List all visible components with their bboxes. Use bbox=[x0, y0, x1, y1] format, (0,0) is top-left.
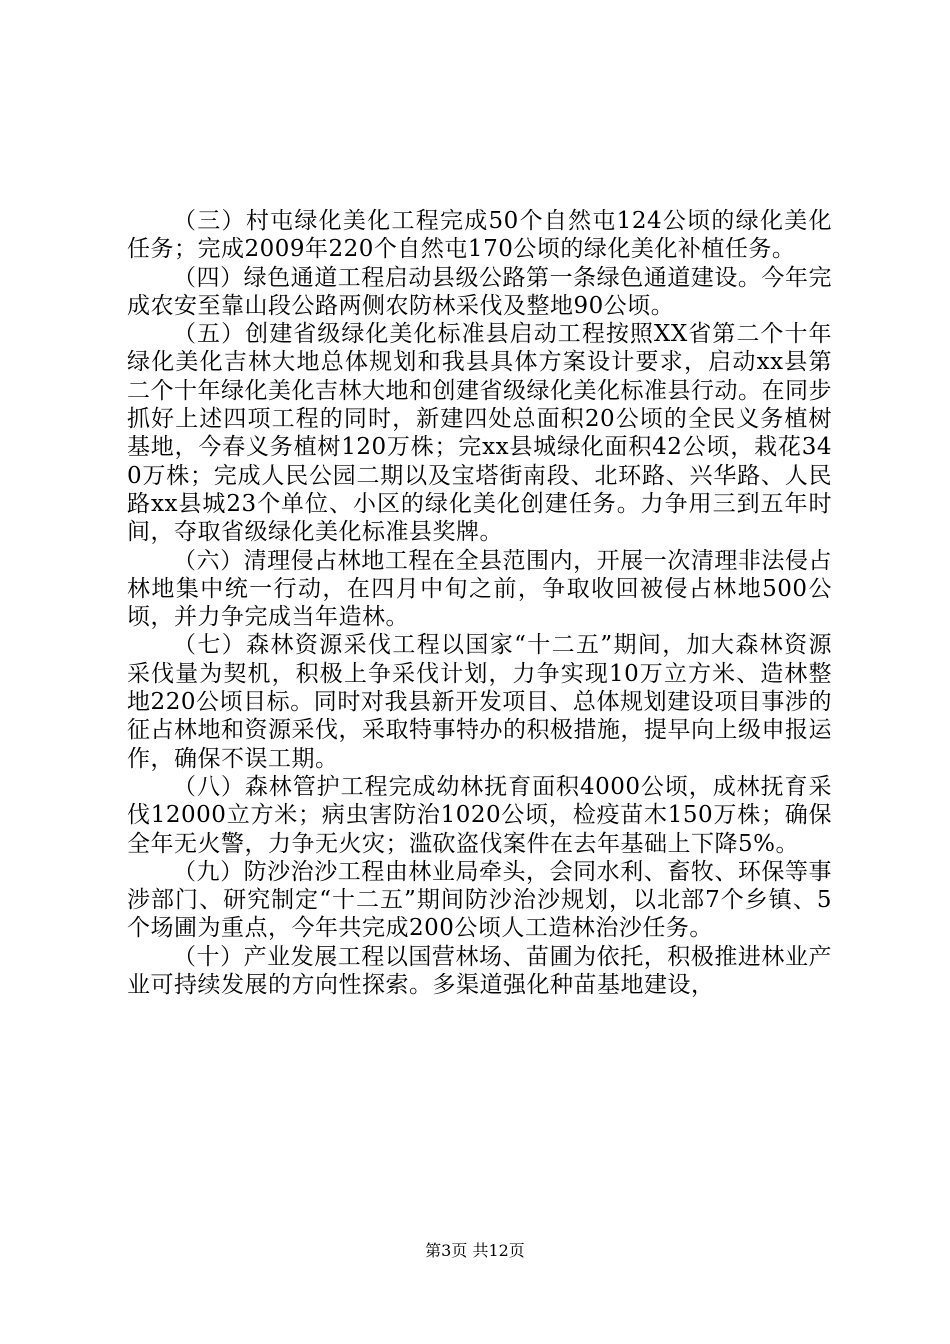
paragraph-forest-management: （八）森林管护工程完成幼林抚育面积4000公顷，成林抚育采伐12000立方米；病虫害防治1020公顷，检疫苗木150万株；确保全年无火警，力争无火灾；滥砍盗伐案件在去年基础上下降5%。 bbox=[127, 773, 832, 857]
paragraph-industry-development: （十）产业发展工程以国营林场、苗圃为依托，积极推进林业产业可持续发展的方向性探索。多渠道强化种苗基地建设， bbox=[127, 943, 832, 999]
page-number-footer: 第3页 共12页 bbox=[425, 1241, 525, 1260]
document-body bbox=[127, 207, 832, 999]
paragraph-green-corridor: （四）绿色通道工程启动县级公路第一条绿色通道建设。今年完成农安至靠山段公路两侧农防林采伐及整地90公顷。 bbox=[127, 264, 832, 319]
paragraph-village-greening: （三）村屯绿化美化工程完成50个自然屯124公顷的绿化美化任务；完成2009年220个自然屯170公顷的绿化美化补植任务。 bbox=[127, 208, 832, 263]
paragraph-forestland-cleanup: （六）清理侵占林地工程在全县范围内，开展一次清理非法侵占林地集中统一行动，在四月中旬之前，争取收回被侵占林地500公顷，并力争完成当年造林。 bbox=[127, 547, 832, 631]
paragraph-sand-control: （九）防沙治沙工程由林业局牵头，会同水利、畜牧、环保等事涉部门、研究制定“十二五”期间防沙治沙规划，以北部7个乡镇、5个场圃为重点，今年共完成200公顷人工造林治沙任务。 bbox=[127, 858, 832, 942]
paragraph-standard-county: （五）创建省级绿化美化标准县启动工程按照XX省第二个十年绿化美化吉林大地总体规划和我县具体方案设计要求，启动xx县第二个十年绿化美化吉林大地和创建省级绿化美化标准县行动。在同步抓好上述四项工程的同时，新建四处总面积20公顷的全民义务植树基地，今春义务植树120万株；完xx县城绿化面积42公顷，栽花340万株；完成人民公园二期以及宝塔街南段、北环路、兴华路、人民路xx县城23个单位、小区的绿化美化创建任务。力争用三到五年时间，夺取省级绿化美化标准县奖牌。 bbox=[127, 321, 832, 546]
paragraph-forest-harvest: （七）森林资源采伐工程以国家“十二五”期间，加大森林资源采伐量为契机，积极上争采伐计划，力争实现10万立方米、造林整地220公顷目标。同时对我县新开发项目、总体规划建设项目事涉的征占林地和资源采伐，采取特事特办的积极措施，提早向上级申报运作，确保不误工期。 bbox=[127, 632, 832, 772]
